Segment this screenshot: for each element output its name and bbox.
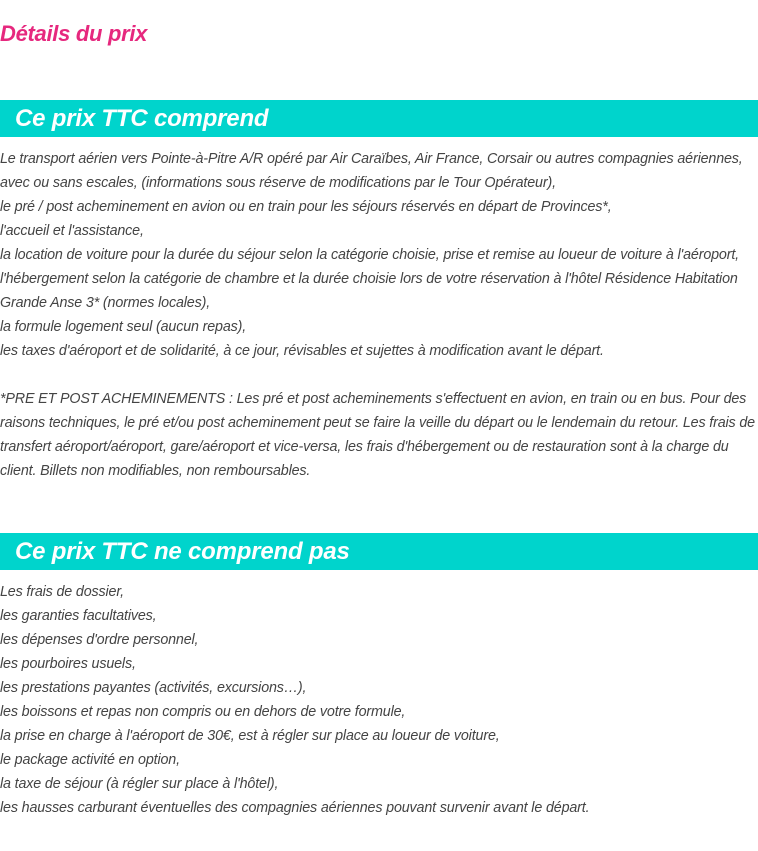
excluded-item: Les frais de dossier, [0, 584, 125, 600]
page-title: Détails du prix [0, 21, 148, 46]
excluded-item: la taxe de séjour (à régler sur place à l'hôtel), [0, 776, 279, 792]
included-item: la location de voiture pour la durée du séjour selon la catégorie choisie, prise et remise au loueur de voiture à l'aéroport, [0, 247, 739, 263]
acheminement-note: *PRE ET POST ACHEMINEMENTS : Les pré et post acheminements s'effectuent en avion, en train ou en bus. Pour des raisons techniques, le pré et/ou post acheminement peut se faire la veille du départ ou le lendemain du retour. Les frais de transfert aéroport/aéroport, gare/aéroport et vice-versa, les frais d'hébergement ou de restauration sont à la charge du client. Billets non modifiables, non remboursables. [0, 391, 755, 479]
included-item: Le transport aérien vers Pointe-à-Pitre A/R opéré par Air Caraïbes, Air France, Corsair ou autres compagnies aériennes, avec ou sans escales, (informations sous réserve de modifications par le Tour Opérateur), [0, 151, 743, 191]
included-item: les taxes d'aéroport et de solidarité, à ce jour, révisables et sujettes à modification avant le départ. [0, 343, 604, 359]
excluded-section-header: Ce prix TTC ne comprend pas [0, 533, 758, 570]
included-item: le pré / post acheminement en avion ou en train pour les séjours réservés en départ de Provinces*, [0, 199, 612, 215]
excluded-item: le package activité en option, [0, 752, 180, 768]
excluded-item: les prestations payantes (activités, excursions…), [0, 680, 307, 696]
included-item: l'accueil et l'assistance, [0, 223, 144, 239]
included-section-body [0, 147, 758, 483]
excluded-item: les pourboires usuels, [0, 656, 136, 672]
excluded-item: la prise en charge à l'aéroport de 30€, est à régler sur place au loueur de voiture, [0, 728, 500, 744]
paragraph-spacer [0, 363, 758, 387]
excluded-item: les hausses carburant éventuelles des compagnies aériennes pouvant survenir avant le départ. [0, 800, 590, 816]
excluded-section-body [0, 580, 758, 820]
included-item: la formule logement seul (aucun repas), [0, 319, 247, 335]
excluded-item: les boissons et repas non compris ou en dehors de votre formule, [0, 704, 406, 720]
excluded-item: les garanties facultatives, [0, 608, 157, 624]
included-section-header: Ce prix TTC comprend [0, 100, 758, 137]
excluded-item: les dépenses d'ordre personnel, [0, 632, 199, 648]
included-item: l'hébergement selon la catégorie de chambre et la durée choisie lors de votre réservation à l'hôtel Résidence Habitation Grande Anse 3* (normes locales), [0, 271, 738, 311]
